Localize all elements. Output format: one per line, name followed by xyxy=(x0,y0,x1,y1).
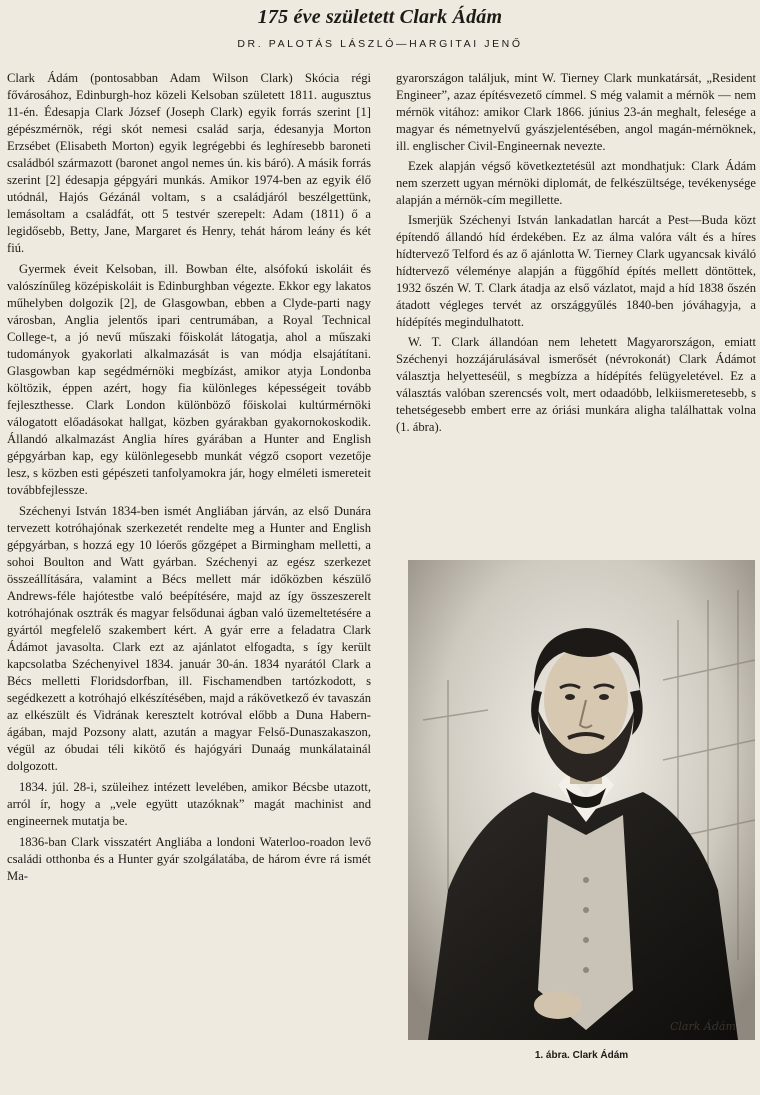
right-column xyxy=(396,70,756,439)
article-title: 175 éve született Clark Ádám xyxy=(257,6,503,28)
paragraph: Ismerjük Széchenyi István lankadatlan harcát a Pest—Buda közt építendő állandó híd érdekében. Ez az álma valóra vált és a híres hídtervező Telford és az ő ajánlotta W. Tierney Clark ugyancsak kiváló hídtervező véleménye alapján a függőhíd építés mellett döntöttek, 1932 őszén W. T. Clark átadja az első vázlatot, majd a híd 1838 őszén átadott végleges tervét az országgyűlés 1840-ben jóváhagyja, a hídépítés megindulhatott. xyxy=(396,213,756,329)
paragraph: Clark Ádám (pontosabban Adam Wilson Clark) Skócia régi fővárosához, Edinburgh-hoz közeli Kelsoban született 1811. augusztus 11-én. Édesapja Clark József (Joseph Clark) egyik forrás szerint [1] gépészmérnök, régi skót nemesi család sarja, édesanyja Morton Erzsébet (Elisabeth Morton) egyik legrégebbi és leghíresebb baroneti családból származott (baronet angol nemes ún. kis báró). A másik forrás szerint [2] édesapja gépgyári munkás. Amikor 1974-ben az egyik élő utódnál, Hajós Gézánál voltam, s a családjáról beszélgettünk, lemásoltam a családfát, ott 5 testvér szerepelt: Adam (1811) ő a legidősebb, Betty, Jane, Margaret és Henry, tehát három leány és két fiú. xyxy=(7,71,371,255)
left-column xyxy=(7,70,371,888)
paragraph: 1836-ban Clark visszatért Angliába a londoni Waterloo-roadon levő családi otthonba és a Hunter gyár szolgálatába, de három évre rá ismét Ma- xyxy=(7,835,371,883)
article-authors: DR. PALOTÁS LÁSZLÓ—HARGITAI JENŐ xyxy=(237,38,523,50)
paragraph: gyarországon találjuk, mint W. Tierney Clark munkatársát, „Resident Engineer”, azaz építésvezető címmel. S még valamit a mérnök — nem mérnök vitához: amikor Clark 1866. június 23-án meghalt, felesége a magyar és németnyelvű gyászjelentésében, angol magán-mérnöknek, ill. englischer Civil-Engineernak nevezte. xyxy=(396,71,756,153)
figure-caption: 1. ábra. Clark Ádám xyxy=(534,1050,629,1061)
portrait-signature: Clark Ádám xyxy=(670,1020,736,1033)
paragraph: W. T. Clark állandóan nem lehetett Magyarországon, emiatt Széchenyi hozzájárulásával ismerősét (névrokonát) Clark Ádámot választja helyetteséül, s megbízza a hídépítés felügyeletével. Ez a választás valóban szerencsés volt, mert odaadóbb, lelkiismeretesebb, s tehetségesebb embert erre az óriási munkára aligha találhattak volna (1. ábra). xyxy=(396,335,756,434)
paragraph: Széchenyi István 1834-ben ismét Angliában járván, az első Dunára tervezett kotróhajónak szerkezetét rendelte meg a Hunter and English gépgyárban, s hozzá egy 10 lóerős gőzgépet a Birmingham melletti, a sohoi Boulton and Watt gyárban. Széchenyi az egész szerkezet összeállítására, valamint a Bécs mellett már időközben készülő Andrews-féle hajótestbe való beépítésére, majd az így összeszerelt kotróhajónak osztrák és magyar felsődunai ágban való üzemeltetésére a gyártól megfelelő szakembert kért. A gyár erre a feladatra Clark Ádámot javasolta. Clark ezt az ajánlatot elfogadta, s így került kapcsolatba Széchenyivel 1834. január 30-án. 1834 nyarától Clark a Bécs melletti Floridsdorfban, ill. Fischamendben tartózkodott, s segédkezett a kotróhajó elkészítésében, majd a rákövetkező év tavaszán az elkészült és Vidrának keresztelt kotróval előbb a Duna Habern-ágában, majd Pozsony alatt, azután a magyar Felső-Dunaszakaszon, végül az óbudai téli kikötő és hajógyári Dunaág munkálatainál dolgozott. xyxy=(7,504,371,773)
paragraph: Gyermek éveit Kelsoban, ill. Bowban élte, alsófokú iskoláit és valószínűleg középiskoláit is Edinburghban végezte. Ekkor egy lakatos műhelyben dolgozik [2], de Glasgowban, ebben a Clyde-parti nagy városban, Anglia jelentős ipari centrumában, a Royal Technical College-t, a jó nevű műszaki főiskolát látogatja, ahol a műszaki tudományok gyakorlati alkalmazását is van módja elsajátítani. Glasgowban kap segédmérnöki megbízást, amikor atyja Londonba költözik, éppen azért, hogy fia különleges képességeit tovább fejleszthesse. Clark London különböző főiskolai kultúrmérnöki válogatott előadásokat hallgat, közben gyárakban gyakornokoskodik. Állandó alkalmazást Anglia híres gyárában a Hunter and English gépgyárban kap, egy különlegesebb munkát végző csoport vezetője lesz, s közben esti gépészeti tanfolyamokra jár, hogy elméleti ismereteit továbbfejlessze. xyxy=(7,262,371,497)
portrait-photo xyxy=(408,560,755,1040)
paragraph: 1834. júl. 28-i, szüleihez intézett levelében, amikor Bécsbe utazott, arról ír, hogy a „vele együtt utazóknak” magát machinist and engineernek mutatja be. xyxy=(7,780,371,828)
portrait-illustration xyxy=(408,560,755,1040)
paragraph: Ezek alapján végső következtetésül azt mondhatjuk: Clark Ádám nem szerzett ugyan mérnöki diplomát, de felkészültsége, tevékenysége alapján a mérnök-cím megillette. xyxy=(396,159,756,207)
